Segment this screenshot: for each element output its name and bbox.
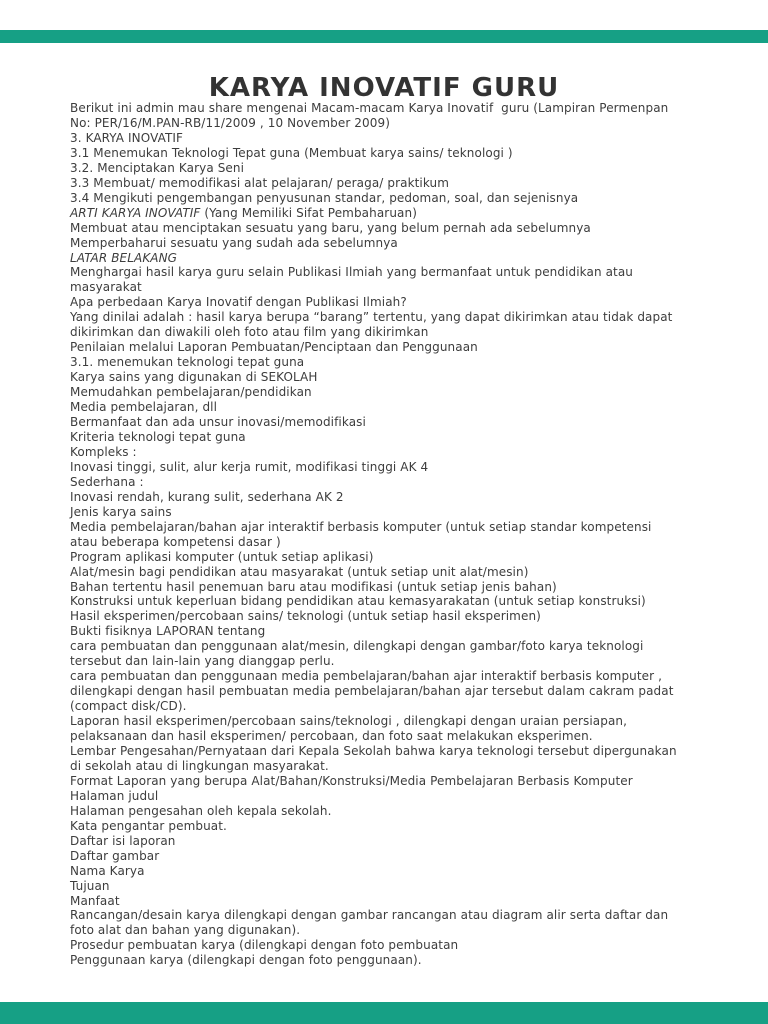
- text-line: Apa perbedaan Karya Inovatif dengan Publikasi Ilmiah?: [70, 295, 407, 310]
- text-line: Format Laporan yang berupa Alat/Bahan/Konstruksi/Media Pembelajaran Berbasis Komputer: [70, 773, 633, 788]
- text-line: 3.1. menemukan teknologi tepat guna: [70, 355, 305, 370]
- text-line: Yang dinilai adalah : hasil karya berupa “barang” tertentu, yang dapat dikirimkan atau tidak dapat: [70, 310, 673, 325]
- text-line: Menghargai hasil karya guru selain Publikasi Ilmiah yang bermanfaat untuk pendidikan atau: [70, 265, 634, 280]
- text-line: Berikut ini admin mau share mengenai Macam-macam Karya Inovatif guru (Lampiran Permenpan: [70, 101, 669, 115]
- text-line: Bahan tertentu hasil penemuan baru atau modifikasi (untuk setiap jenis bahan): [70, 579, 557, 594]
- text-line: 3. KARYA INOVATIF: [70, 130, 184, 145]
- text-line: Memperbaharui sesuatu yang sudah ada sebelumnya: [70, 235, 398, 250]
- text-line: Tujuan: [70, 878, 110, 893]
- text-line: Bermanfaat dan ada unsur inovasi/memodifikasi: [70, 415, 366, 430]
- text-line: Media pembelajaran, dll: [70, 400, 218, 415]
- text-line: Kompleks :: [70, 444, 137, 459]
- text-line: Lembar Pengesahan/Pernyataan dari Kepala Sekolah bahwa karya teknologi tersebut dipergunakan: [70, 743, 677, 758]
- text-line: Daftar gambar: [70, 848, 160, 863]
- text-line: Manfaat: [70, 893, 120, 908]
- text-line: atau beberapa kompetensi dasar ): [70, 534, 281, 549]
- text-line: LATAR BELAKANG: [70, 250, 178, 265]
- text-line: Penilaian melalui Laporan Pembuatan/Penciptaan dan Penggunaan: [70, 340, 478, 355]
- text-line: Sederhana :: [70, 474, 144, 489]
- text-line: Daftar isi laporan: [70, 833, 176, 848]
- text-line: 3.3 Membuat/ memodifikasi alat pelajaran/ peraga/ praktikum: [70, 175, 450, 190]
- text-line: tersebut dan lain-lain yang dianggap perlu.: [70, 654, 335, 669]
- text-line: Inovasi rendah, kurang sulit, sederhana AK 2: [70, 489, 344, 504]
- text-line: Jenis karya sains: [70, 504, 172, 519]
- text-line: Alat/mesin bagi pendidikan atau masyarakat (untuk setiap unit alat/mesin): [70, 564, 529, 579]
- text-line: Kriteria teknologi tepat guna: [70, 429, 246, 444]
- text-line: Kata pengantar pembuat.: [70, 818, 227, 833]
- text-line: Konstruksi untuk keperluan bidang pendidikan atau kemasyarakatan (untuk setiap konstruksi): [70, 594, 646, 609]
- text-line: Penggunaan karya (dilengkapi dengan foto penggunaan).: [70, 953, 422, 968]
- text-line: No: PER/16/M.PAN-RB/11/2009 , 10 November 2009): [70, 115, 390, 130]
- text-line: ARTI KARYA INOVATIF (Yang Memiliki Sifat Pembaharuan): [70, 205, 417, 220]
- text-line: pelaksanaan dan hasil eksperimen/ percobaan, dan foto saat melakukan eksperimen.: [70, 729, 593, 744]
- page-title: KARYA INOVATIF GURU: [208, 73, 560, 104]
- text-line: Halaman judul: [70, 788, 159, 803]
- text-line: masyarakat: [70, 280, 142, 295]
- text-line: Media pembelajaran/bahan ajar interaktif berbasis komputer (untuk setiap standar kompetensi: [70, 519, 652, 534]
- text-line: Bukti fisiknya LAPORAN tentang: [70, 624, 266, 639]
- text-line: Inovasi tinggi, sulit, alur kerja rumit, modifikasi tinggi AK 4: [70, 459, 429, 474]
- text-line: dilengkapi dengan hasil pembuatan media pembelajaran/bahan ajar tersebut dalam cakram padat: [70, 684, 674, 699]
- text-line: Memudahkan pembelajaran/pendidikan: [70, 385, 312, 400]
- text-line: Rancangan/desain karya dilengkapi dengan gambar rancangan atau diagram alir serta daftar dan: [70, 908, 669, 923]
- text-line: Laporan hasil eksperimen/percobaan sains/teknologi , dilengkapi dengan uraian persiapan,: [70, 714, 628, 729]
- text-line: dikirimkan dan diwakili oleh foto atau film yang dikirimkan: [70, 325, 429, 340]
- text-line: 3.1 Menemukan Teknologi Tepat guna (Membuat karya sains/ teknologi ): [70, 145, 513, 160]
- text-line: (compact disk/CD).: [70, 699, 187, 714]
- text-line: Program aplikasi komputer (untuk setiap aplikasi): [70, 549, 374, 564]
- text-line: foto alat dan bahan yang digunakan).: [70, 923, 301, 938]
- text-line: Halaman pengesahan oleh kepala sekolah.: [70, 803, 332, 818]
- text-line: Karya sains yang digunakan di SEKOLAH: [70, 370, 318, 385]
- text-line: Prosedur pembuatan karya (dilengkapi dengan foto pembuatan: [70, 938, 459, 953]
- text-line: 3.2. Menciptakan Karya Seni: [70, 160, 245, 175]
- text-line: Nama Karya: [70, 863, 145, 878]
- text-line: 3.4 Mengikuti pengembangan penyusunan standar, pedoman, soal, dan sejenisnya: [70, 190, 579, 205]
- top-accent-bar: [0, 30, 768, 43]
- text-line: Membuat atau menciptakan sesuatu yang baru, yang belum pernah ada sebelumnya: [70, 220, 591, 235]
- text-line: Hasil eksperimen/percobaan sains/ teknologi (untuk setiap hasil eksperimen): [70, 609, 541, 624]
- text-line: di sekolah atau di lingkungan masyarakat.: [70, 758, 329, 773]
- bottom-accent-bar: [0, 1002, 768, 1024]
- text-line: cara pembuatan dan penggunaan alat/mesin, dilengkapi dengan gambar/foto karya teknologi: [70, 639, 644, 654]
- document-body: [70, 101, 710, 968]
- text-line: cara pembuatan dan penggunaan media pembelajaran/bahan ajar interaktif berbasis komputer ,: [70, 669, 663, 684]
